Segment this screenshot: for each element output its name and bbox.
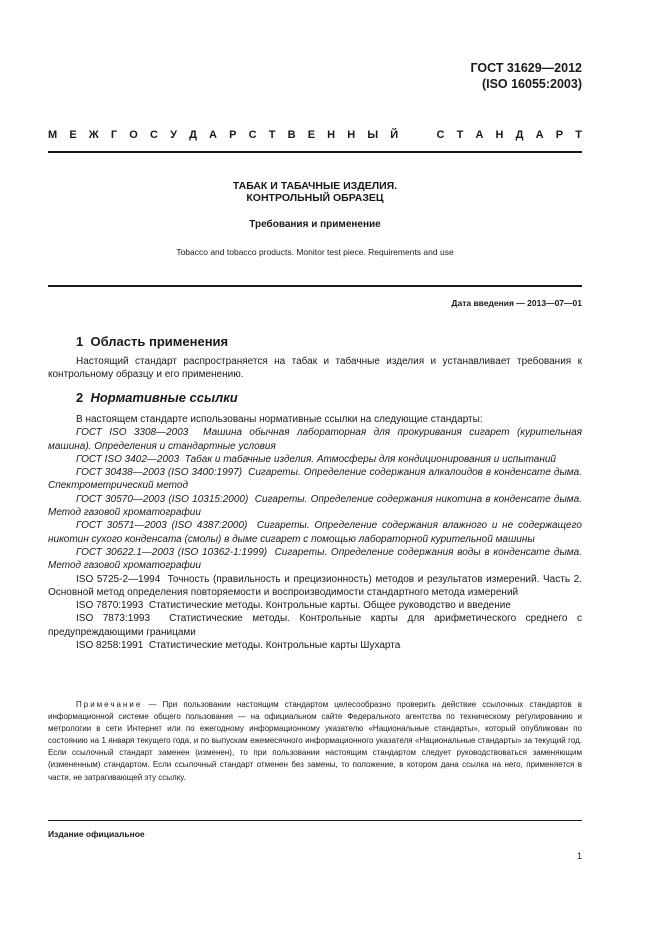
banner-letter: М (48, 129, 58, 141)
reference-title: Статистические методы. Контрольные карты для арифметического среднего с предупреждающими границами (48, 613, 582, 638)
banner-letter: Ж (88, 129, 99, 141)
reference-item (48, 639, 582, 652)
banner-letter: Ы (367, 129, 379, 141)
reference-item (48, 546, 582, 573)
note-label: Примечание (76, 700, 143, 709)
banner-letter: У (170, 129, 177, 141)
doc-number: ГОСТ 31629—2012 (470, 61, 582, 75)
banner-letter: Е (69, 129, 77, 141)
english-title: Tobacco and tobacco products. Monitor test piece. Requirements and use (176, 247, 454, 257)
banner-letter: Р (555, 129, 564, 141)
reference-code: ISO 5725-2—1994 (76, 573, 161, 585)
banner-letter: В (287, 129, 296, 141)
banner-letter: Т (575, 129, 582, 141)
section-1-title: Область применения (90, 334, 229, 349)
banner-letter: Р (229, 129, 237, 141)
reference-item (48, 573, 582, 600)
title-line-1: ТАБАК И ТАБАЧНЫЕ ИЗДЕЛИЯ. (232, 180, 398, 192)
page-number: 1 (576, 851, 582, 861)
footer-rule (48, 820, 582, 821)
section-2-body (48, 413, 582, 652)
document-header (470, 60, 582, 92)
reference-note (48, 699, 582, 784)
section-1-body (48, 355, 582, 382)
banner-letter: А (535, 129, 544, 141)
introduction-date: Дата введения — 2013—07—01 (451, 298, 582, 308)
section-2-heading (76, 390, 238, 405)
banner-letter: А (209, 129, 217, 141)
reference-code: ГОСТ 30571—2003 (ISO 4387:2000) (76, 520, 248, 532)
section-2-title: Нормативные ссылки (90, 390, 238, 405)
reference-code: ГОСТ 30622.1—2003 (ISO 10362-1:1999) (76, 546, 268, 558)
banner-letter: Е (307, 129, 316, 141)
banner-letter: Н (495, 129, 504, 141)
note-text: — При пользовании настоящим стандартом целесообразно проверить действие ссылочных стандартов в информационной системе общего пользования — на официальном сайте Федерального агентства по техническому регулированию и метрологии в сети Интернет или по ежегодному информационному указателю «Национальные стандарты», который опубликован по состоянию на 1 января текущего года, и по выпускам ежемесячного информационного указателя «Национальные стандарты» за текущий год. Если ссылочный стандарт заменен (изменен), то при пользовании настоящим стандартом следует руководствоваться заменяющим (измененным) стандартом. Если ссылочный стандарт отменен без замены, то положение, в котором дана ссылка на него, применяется в части, не затрагивающей эту ссылку. (48, 700, 582, 782)
reference-title: Сигареты. Определение содержания алкалоидов в конденсате дыма. Спектрометрический метод (48, 467, 582, 492)
banner-letter: Й (390, 129, 399, 141)
section-1-text: Настоящий стандарт распространяется на табак и табачные изделия и устанавливает требования к контрольному образцу и его применению. (48, 356, 582, 381)
reference-title: Машина обычная лабораторная для прокуривания сигарет (курительная машина). Определения и стандартные условия (48, 427, 582, 452)
section-2-intro: В настоящем стандарте использованы нормативные ссылки на следующие стандарты: (76, 414, 483, 425)
banner-letter: Д (515, 129, 524, 141)
reference-code: ГОСТ 30438—2003 (ISO 3400:1997) (76, 467, 243, 479)
banner-letter: О (129, 129, 138, 141)
banner-letter: С (248, 129, 257, 141)
document-subtitle: Требования и применение (249, 219, 381, 230)
title-rule (48, 285, 582, 287)
banner-letter: Н (327, 129, 336, 141)
banner-letter: Д (189, 129, 197, 141)
banner-rule (48, 151, 582, 153)
banner-letter: Т (456, 129, 464, 141)
reference-code: ISO 7873:1993 (76, 613, 151, 625)
reference-title: Точность (правильность и прецизионность) методов и результатов измерений. Часть 2. Основной метод определения повторяемости и воспроизводимости стандартного метода измерений (48, 573, 583, 598)
reference-title: Сигареты. Определение содержания влажного и не содержащего никотин сухого конденсата (смолы) в дыме сигарет с помощью лабораторной курительной машины (48, 520, 582, 545)
reference-code: ГОСТ ISO 3308—2003 (76, 427, 189, 439)
banner-letter: Н (347, 129, 356, 141)
section-2-number: 2 (76, 390, 84, 405)
section-1-heading (76, 334, 228, 349)
reference-title: Сигареты. Определение содержания никотина в конденсате дыма. Метод газовой хроматографии (48, 493, 583, 519)
reference-item (48, 599, 582, 612)
document-title (48, 180, 582, 204)
reference-title: Статистические методы. Контрольные карты. Общее руководство и введение (148, 600, 511, 612)
banner-letter: Г (110, 129, 118, 141)
title-line-2: КОНТРОЛЬНЫЙ ОБРАЗЕЦ (246, 192, 384, 204)
banner-letter: Т (268, 129, 276, 141)
iso-number: (ISO 16055:2003) (481, 77, 582, 91)
reference-item (48, 493, 582, 520)
banner-letter: А (475, 129, 484, 141)
interstate-standard-banner (48, 128, 582, 142)
section-1-number: 1 (76, 334, 84, 349)
reference-item (48, 426, 582, 453)
reference-title: Статистические методы. Контрольные карты Шухарта (148, 640, 401, 652)
reference-item (48, 612, 582, 639)
reference-item (48, 519, 582, 546)
banner-letter: С (149, 129, 158, 141)
note-paragraph (48, 699, 582, 784)
banner-letter: С (436, 129, 445, 141)
reference-code: ISO 8258:1991 (76, 640, 144, 652)
reference-code: ГОСТ 30570—2003 (ISO 10315:2000) (76, 493, 249, 505)
reference-item (48, 466, 582, 493)
reference-item (48, 453, 582, 466)
reference-code: ISO 7870:1993 (76, 600, 144, 612)
official-edition-label: Издание официальное (48, 829, 145, 839)
reference-title: Табак и табачные изделия. Атмосферы для кондиционирования и испытаний (184, 453, 556, 465)
reference-code: ГОСТ ISO 3402—2003 (76, 453, 180, 465)
reference-title: Сигареты. Определение содержания воды в конденсате дыма. Метод газовой хроматографии (48, 546, 582, 572)
